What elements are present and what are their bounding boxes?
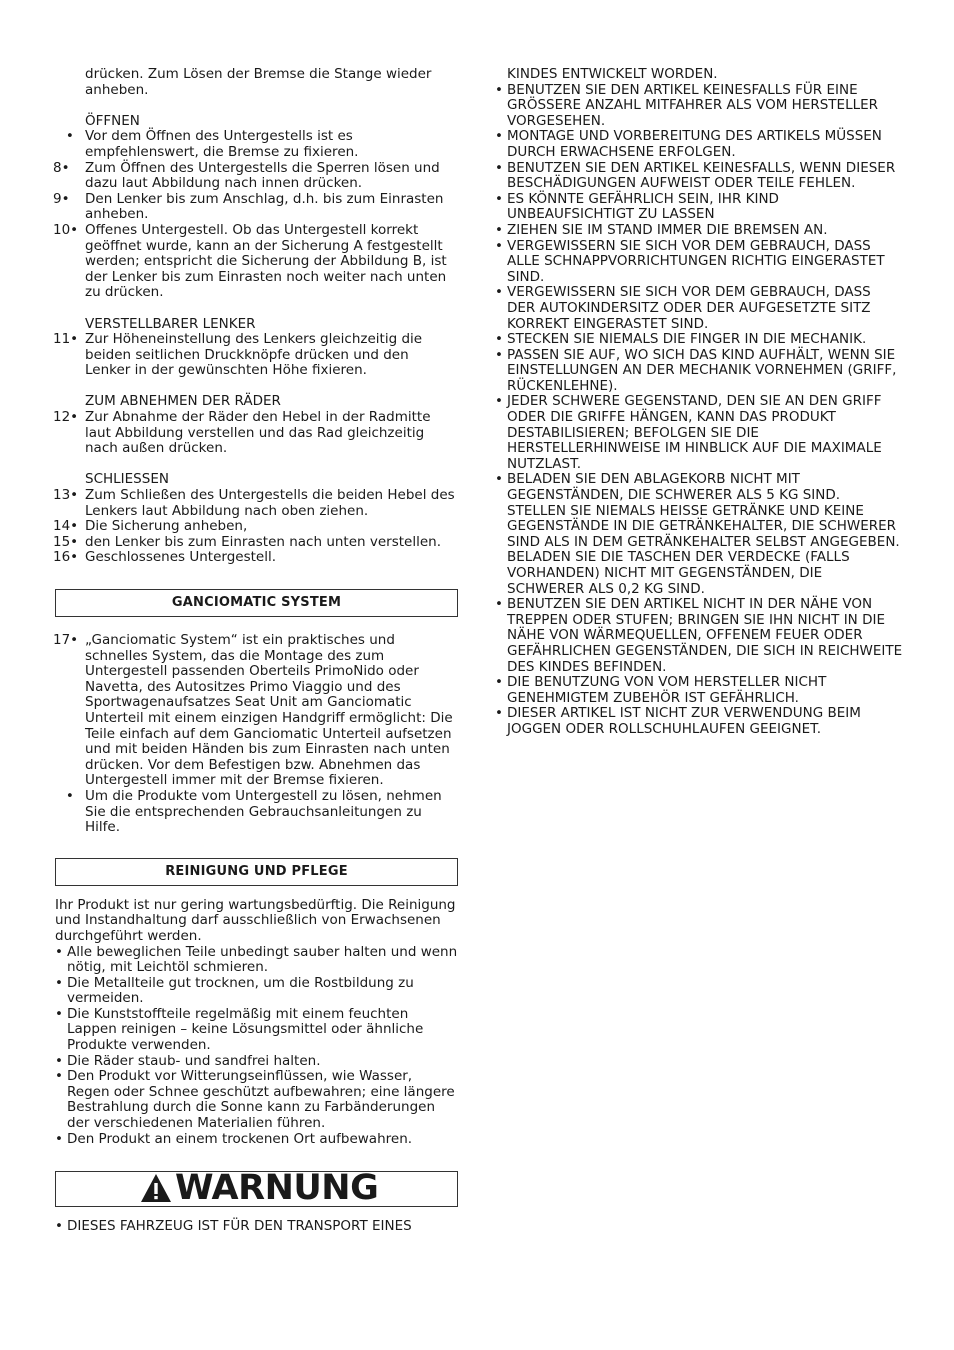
care-bullet: • Alle beweglichen Teile unbedingt sauber halten und wenn nötig, mit Leichtöl schmieren. <box>55 943 458 976</box>
warning-bullet: • BELADEN SIE DEN ABLAGEKORB NICHT MIT GEGENSTÄNDEN, DIE SCHWERER ALS 5 KG SIND. STELLEN SIE NIEMALS HEISSE GETRÄNKE UND KEINE GEGENSTÄNDE IN DIE GETRÄNKEHALTER, DIE SCHWERER SIND ALS IN DEM GETRÄNKEHALTER SELBST ANGEGEBEN. BELADEN SIE DIE TASCHEN DER VERDECKE (FALLS VORHANDEN) NICHT MIT GEGENSTÄNDEN, DIE SCHWERER ALS 0,2 KG SIND. <box>495 471 900 597</box>
item-number: 16• <box>53 549 79 566</box>
item-number: 12• <box>53 409 79 426</box>
open-heading: ÖFFNEN <box>85 112 140 129</box>
item-number: 13• <box>53 487 79 504</box>
ganciomatic-section-heading: GANCIOMATIC SYSTEM <box>55 589 458 617</box>
list-item-16: 16• Geschlossenes Untergestell. <box>53 549 276 566</box>
brake-instruction-tail: drücken. Zum Lösen der Bremse die Stange wieder anheben. <box>85 66 432 98</box>
item-number: 15• <box>53 533 79 550</box>
warning-continuation: KINDES ENTWICKELT WORDEN. <box>507 66 718 82</box>
warning-bullet: • DIE BENUTZUNG VON VOM HERSTELLER NICHT GENEHMIGTEM ZUBEHÖR IST GEFÄHRLICH. <box>495 674 827 706</box>
care-section-heading: REINIGUNG UND PFLEGE <box>55 858 458 886</box>
list-item-15: 15• den Lenker bis zum Einrasten nach unten verstellen. <box>53 533 442 550</box>
warning-bullet: • MONTAGE UND VORBEREITUNG DES ARTIKELS MÜSSEN DURCH ERWACHSENE ERFOLGEN. <box>495 128 882 160</box>
care-bullet: • Den Produkt vor Witterungseinflüssen, wie Wasser, Regen oder Schnee geschützt aufbewahren; eine längere Bestrahlung durch die Sonne kann zu Farbänderungen der verschiedenen Materialien führen. <box>55 1068 455 1132</box>
warning-bullet: • DIESES FAHRZEUG IST FÜR DEN TRANSPORT EINES <box>55 1218 412 1235</box>
item-number: 8• <box>53 159 70 176</box>
list-item-13: 13• Zum Schließen des Untergestells die beiden Hebel des Lenkers laut Abbildung nach oben ziehen. <box>53 487 455 519</box>
bullet-marker: • <box>53 787 74 804</box>
list-item-17: 17• „Ganciomatic System“ ist ein praktisches und schnelles System, das die Montage des zum Untergestell passenden Oberteils PrimoNido oder Navetta, des Autositzes Primo Viaggio und des Sportwagenaufsatzes Seat Unit am Ganciomatic Unterteil mit einem einzigen Handgriff ermöglicht: Die Teile einfach auf dem Ganciomatic Unterteil aufsetzen und mit beiden Händen bis zum Einrasten nach unten drücken. Vor dem Befestigen bzw. Abnehmen das Untergestell immer mit der Bremse fixieren. <box>53 632 453 789</box>
warning-bullet: • ZIEHEN SIE IM STAND IMMER DIE BREMSEN AN. <box>495 221 828 238</box>
warning-bullet: • PASSEN SIE AUF, WO SICH DAS KIND AUFHÄLT, WENN SIE EINSTELLUNGEN AN DER MECHANIK VORNEHMEN (GRIFF, RÜCKENLEHNE). <box>495 346 897 394</box>
warning-bullet: • VERGEWISSERN SIE SICH VOR DEM GEBRAUCH, DASS DER AUTOKINDERSITZ ODER DER AUFGESETZTE SITZ KORREKT EINGERASTET SIND. <box>495 284 871 332</box>
wheels-heading: ZUM ABNEHMEN DER RÄDER <box>85 393 281 410</box>
care-intro: Ihr Produkt ist nur gering wartungsbedürftig. Die Reinigung und Instandhaltung darf ausschließlich von Erwachsenen durchgeführt werden. <box>55 896 456 944</box>
warning-bullet: • ES KÖNNTE GEFÄHRLICH SEIN, IHR KIND UNBEAUFSICHTIGT ZU LASSEN <box>495 190 779 223</box>
item-number: 17• <box>53 632 79 648</box>
bullet-marker: • <box>53 128 74 145</box>
warning-bullet: • BENUTZEN SIE DEN ARTIKEL KEINESFALLS FÜR EINE GRÖSSERE ANZAHL MITFAHRER ALS VOM HERSTELLER VORGESEHEN. <box>495 81 879 129</box>
item-number: 11• <box>53 331 79 348</box>
right-column <box>495 67 903 738</box>
warning-triangle-icon <box>140 1173 172 1203</box>
ganciomatic-note: • Um die Produkte vom Untergestell zu lösen, nehmen Sie die entsprechenden Gebrauchsanleitungen zu Hilfe. <box>53 787 442 836</box>
list-item-8: 8• Zum Öffnen des Untergestells die Sperren lösen und dazu laut Abbildung nach innen drücken. <box>53 159 440 192</box>
handle-heading: VERSTELLBARER LENKER <box>85 315 256 332</box>
warning-bullet: • BENUTZEN SIE DEN ARTIKEL NICHT IN DER NÄHE VON TREPPEN ODER STUFEN; BRINGEN SIE IHN NICHT IN DIE NÄHE VON WÄRMEQUELLEN, OFFENEM FEUER ODER GEFÄHRLICHEN GEGENSTÄNDEN, DIE SICH IN REICHWEITE DES KINDES BEFINDEN. <box>495 596 903 675</box>
warning-heading-box <box>55 1168 458 1209</box>
care-bullet: • Die Kunststoffteile regelmäßig mit einem feuchten Lappen reinigen – keine Lösungsmittel oder ähnliche Produkte verwenden. <box>55 1005 424 1054</box>
list-item-11: 11• Zur Höheneinstellung des Lenkers gleichzeitig die beiden seitlichen Druckknöpfe drücken und den Lenker in der gewünschten Höhe fixieren. <box>53 331 423 379</box>
care-bullet: • Die Metallteile gut trocknen, um die Rostbildung zu vermeiden. <box>55 974 414 1007</box>
item-number: 9• <box>53 190 70 207</box>
warning-title: WARNUNG <box>175 1168 379 1209</box>
care-bullet: • Den Produkt an einem trockenen Ort aufbewahren. <box>55 1130 413 1147</box>
left-column <box>55 67 458 1235</box>
warning-bullet: • JEDER SCHWERE GEGENSTAND, DEN SIE AN DEN GRIFF ODER DIE GRIFFE HÄNGEN, KANN DAS PRODUKT DESTABILISIEREN; BEFOLGEN SIE DIE HERSTELLERHINWEISE IM HINBLICK AUF DIE MAXIMALE NUTZLAST. <box>495 393 882 472</box>
list-item-12: 12• Zur Abnahme der Räder den Hebel in der Radmitte laut Abbildung verstellen und das Rad gleichzeitig nach außen drücken. <box>53 409 431 457</box>
list-item-9: 9• Den Lenker bis zum Anschlag, d.h. bis zum Einrasten anheben. <box>53 190 444 223</box>
warning-bullet: • BENUTZEN SIE DEN ARTIKEL KEINESFALLS, WENN DIESER BESCHÄDIGUNGEN AUFWEIST ODER TEILE FEHLEN. <box>495 159 896 192</box>
close-heading: SCHLIESSEN <box>85 471 169 488</box>
open-note: • Vor dem Öffnen des Untergestells ist es empfehlenswert, die Bremse zu fixieren. <box>53 128 359 160</box>
warning-bullet: • VERGEWISSERN SIE SICH VOR DEM GEBRAUCH, DASS ALLE SCHNAPPVORRICHTUNGEN RICHTIG EINGERASTET SIND. <box>495 237 885 285</box>
list-item-14: 14• Die Sicherung anheben, <box>53 518 248 535</box>
item-number: 10• <box>53 221 79 238</box>
item-number: 14• <box>53 518 79 535</box>
care-bullet: • Die Räder staub- und sandfrei halten. <box>55 1052 321 1069</box>
warning-bullet: • STECKEN SIE NIEMALS DIE FINGER IN DIE MECHANIK. <box>495 331 867 348</box>
list-item-10: 10• Offenes Untergestell. Ob das Untergestell korrekt geöffnet wurde, kann an der Sicherung A festgestellt werden; entspricht die Sicherung der Abbildung B, ist der Lenker bis zum Einrasten noch weiter nach unten zu drücken. <box>53 221 447 301</box>
warning-bullet: • DIESER ARTIKEL IST NICHT ZUR VERWENDUNG BEIM JOGGEN ODER ROLLSCHUHLAUFEN GEEIGNET. <box>495 705 861 737</box>
